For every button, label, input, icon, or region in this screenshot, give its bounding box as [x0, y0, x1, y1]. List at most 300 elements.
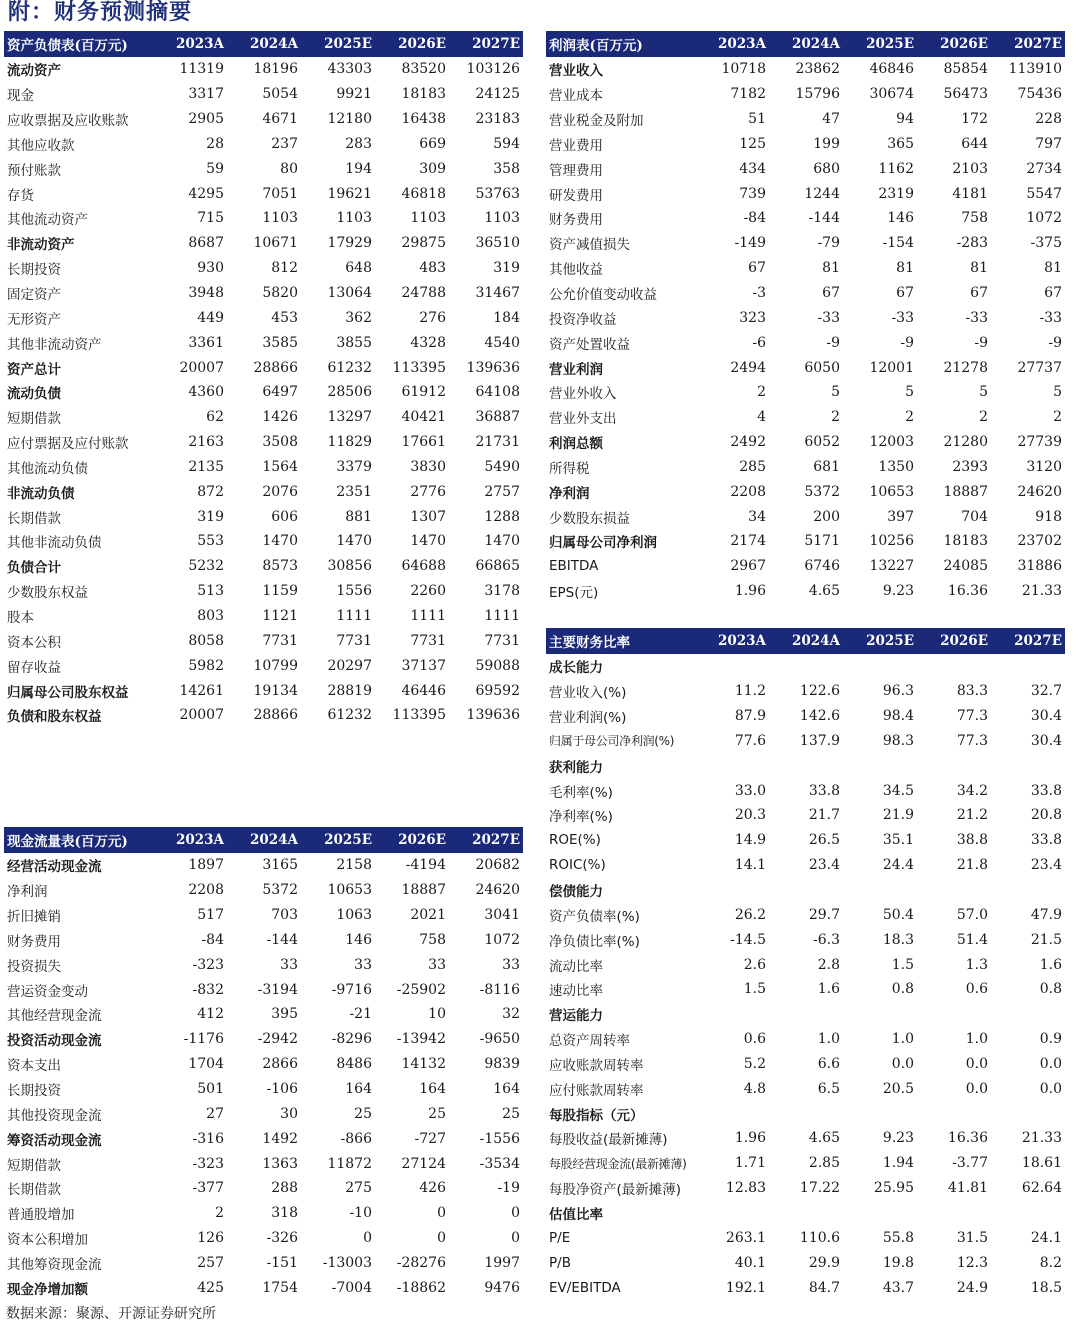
value-cell: 67 — [896, 285, 914, 302]
value-cell: 2208 — [730, 483, 766, 500]
value-cell: 14.1 — [734, 857, 766, 874]
value-cell: 27 — [206, 1105, 224, 1122]
year-header: 2023A — [153, 31, 227, 57]
value-cell: 110.6 — [799, 1229, 840, 1246]
value-cell: 200 — [813, 508, 840, 525]
value-cell: 18196 — [253, 61, 298, 78]
value-cell: 18887 — [943, 483, 988, 500]
value-cell: 199 — [813, 135, 840, 152]
table-row — [546, 455, 1065, 480]
row-label: 投资活动现金流 — [7, 1033, 102, 1050]
value-cell: 33 — [502, 956, 520, 973]
value-cell: 57.0 — [956, 906, 988, 923]
row-label: 净利率(%) — [549, 809, 613, 826]
row-label: 长期借款 — [7, 1182, 61, 1199]
value-cell: 1897 — [188, 857, 224, 874]
row-label: 其他流动负债 — [7, 460, 88, 477]
value-cell — [695, 878, 769, 903]
row-label: 应付账款周转率 — [549, 1082, 644, 1099]
value-cell: 164 — [419, 1081, 446, 1098]
table-row — [4, 355, 523, 380]
value-cell: 8573 — [262, 558, 298, 575]
value-cell: 19134 — [253, 682, 298, 699]
row-label: 营业外收入 — [549, 386, 617, 403]
year-header: 2024A — [769, 31, 843, 57]
row-label: 营业收入(%) — [549, 685, 627, 702]
value-cell: 113910 — [1008, 61, 1062, 78]
value-cell: 4295 — [188, 185, 224, 202]
value-cell: 2967 — [730, 558, 766, 575]
value-cell: 98.4 — [882, 708, 914, 725]
value-cell: 425 — [197, 1279, 224, 1296]
row-label: 应付票据及应付账款 — [7, 436, 129, 453]
value-cell: 16438 — [401, 111, 446, 128]
value-cell: -3 — [752, 285, 766, 302]
value-cell: 1754 — [262, 1279, 298, 1296]
value-cell: 17929 — [327, 235, 372, 252]
page-title: 附：财务预测摘要 — [8, 0, 193, 25]
row-label: 归属母公司股东权益 — [7, 684, 129, 701]
value-cell: 5.2 — [743, 1055, 766, 1072]
value-cell: 283 — [345, 135, 372, 152]
row-label: 存货 — [7, 187, 34, 204]
row-label: 财务费用 — [7, 933, 61, 950]
value-cell — [991, 1201, 1065, 1226]
value-cell: 30.4 — [1030, 708, 1062, 725]
table-row — [546, 679, 1065, 704]
value-cell: 6497 — [262, 384, 298, 401]
value-cell: 2135 — [188, 458, 224, 475]
value-cell: -79 — [817, 235, 840, 252]
value-cell: 0.8 — [1039, 981, 1062, 998]
row-label: 固定资产 — [7, 287, 61, 304]
value-cell: 797 — [1035, 135, 1062, 152]
table-row — [4, 132, 523, 157]
value-cell: 81 — [970, 260, 988, 277]
table-row — [4, 878, 523, 903]
value-cell: 24620 — [1017, 483, 1062, 500]
year-header: 2026E — [917, 628, 991, 654]
value-cell: 6746 — [804, 558, 840, 575]
table-row — [546, 952, 1065, 977]
value-cell: 142.6 — [799, 708, 840, 725]
value-cell: 6052 — [804, 434, 840, 451]
year-header: 2027E — [991, 31, 1065, 57]
value-cell: 10653 — [869, 483, 914, 500]
value-cell: 7731 — [484, 632, 520, 649]
value-cell: 83520 — [401, 61, 446, 78]
year-header: 2024A — [769, 628, 843, 654]
table-row — [4, 330, 523, 355]
value-cell: 14132 — [401, 1056, 446, 1073]
value-cell: 43303 — [327, 61, 372, 78]
row-label: 营业外支出 — [549, 411, 617, 428]
row-label: 资产减值损失 — [549, 237, 630, 254]
table-row — [4, 206, 523, 231]
value-cell: 285 — [739, 458, 766, 475]
value-cell — [769, 1002, 843, 1027]
value-cell: 25 — [354, 1105, 372, 1122]
value-cell — [843, 753, 917, 778]
row-label: 财务费用 — [549, 212, 603, 229]
value-cell: 2905 — [188, 111, 224, 128]
table-row — [4, 1251, 523, 1276]
value-cell: 28506 — [327, 384, 372, 401]
value-cell: 29875 — [401, 235, 446, 252]
value-cell: 4671 — [262, 111, 298, 128]
value-cell: 2076 — [262, 483, 298, 500]
value-cell — [695, 753, 769, 778]
value-cell: -84 — [201, 931, 224, 948]
value-cell — [991, 753, 1065, 778]
value-cell: 594 — [493, 135, 520, 152]
value-cell: 6.5 — [817, 1080, 840, 1097]
value-cell: 77.6 — [734, 732, 766, 749]
value-cell: 0.0 — [965, 1055, 988, 1072]
value-cell: 24788 — [401, 285, 446, 302]
value-cell: -9716 — [331, 981, 372, 998]
table-row — [546, 1201, 1065, 1226]
value-cell: 1470 — [484, 533, 520, 550]
value-cell: 2 — [757, 384, 766, 401]
row-label: 预付账款 — [7, 162, 61, 179]
value-cell: 69592 — [475, 682, 520, 699]
value-cell: -144 — [266, 931, 298, 948]
value-cell: 6.6 — [817, 1055, 840, 1072]
table-row — [546, 977, 1065, 1002]
value-cell: 483 — [419, 260, 446, 277]
row-label: 短期借款 — [7, 411, 61, 428]
value-cell: 30 — [280, 1105, 298, 1122]
table-row — [546, 1225, 1065, 1250]
value-cell: 426 — [419, 1180, 446, 1197]
row-label: 短期借款 — [7, 1157, 61, 1174]
table-row — [546, 256, 1065, 281]
value-cell: 41.81 — [947, 1180, 988, 1197]
value-cell: 28866 — [253, 359, 298, 376]
table-row — [4, 604, 523, 629]
value-cell: 0.6 — [965, 981, 988, 998]
value-cell: -13003 — [322, 1254, 372, 1271]
value-cell: -1556 — [479, 1130, 520, 1147]
value-cell: 5372 — [804, 483, 840, 500]
value-cell: 34.2 — [956, 782, 988, 799]
value-cell: -283 — [956, 235, 988, 252]
table-row — [546, 405, 1065, 430]
table-row — [546, 380, 1065, 405]
value-cell: 37137 — [401, 657, 446, 674]
table-row — [546, 305, 1065, 330]
value-cell: 20.8 — [1030, 807, 1062, 824]
value-cell: 164 — [493, 1081, 520, 1098]
row-label: 管理费用 — [549, 162, 603, 179]
value-cell: -3.77 — [952, 1155, 988, 1172]
value-cell: 644 — [961, 135, 988, 152]
row-label: ROIC(%) — [549, 857, 606, 874]
value-cell: 1072 — [484, 931, 520, 948]
value-cell: -19 — [497, 1180, 520, 1197]
year-header: 2027E — [449, 827, 523, 853]
row-label: 其他经营现金流 — [7, 1008, 102, 1025]
value-cell: 36510 — [475, 235, 520, 252]
value-cell — [917, 1002, 991, 1027]
table-row — [4, 1002, 523, 1027]
row-label: 应收账款周转率 — [549, 1057, 644, 1074]
value-cell: 1111 — [484, 607, 520, 624]
value-cell: 35.1 — [882, 832, 914, 849]
value-cell: 2 — [215, 1205, 224, 1222]
value-cell: 1111 — [410, 607, 446, 624]
value-cell: 1.0 — [965, 1031, 988, 1048]
row-label: 营运能力 — [549, 1008, 603, 1025]
value-cell: 2319 — [878, 185, 914, 202]
row-label: 资产处置收益 — [549, 336, 630, 353]
value-cell: 1470 — [262, 533, 298, 550]
value-cell: 21.7 — [808, 807, 840, 824]
table-header-title: 现金流量表(百万元) — [4, 827, 153, 853]
value-cell: 40421 — [401, 409, 446, 426]
value-cell: -3194 — [257, 981, 298, 998]
table-row — [4, 628, 523, 653]
row-label: 经营活动现金流 — [7, 859, 102, 876]
value-cell: -4194 — [405, 857, 446, 874]
value-cell: -106 — [266, 1081, 298, 1098]
value-cell: 33.0 — [734, 782, 766, 799]
row-label: 折旧摊销 — [7, 909, 61, 926]
value-cell: 319 — [197, 508, 224, 525]
value-cell: -377 — [192, 1180, 224, 1197]
row-label: 速动比率 — [549, 983, 603, 1000]
value-cell: -316 — [192, 1130, 224, 1147]
row-label: 利润总额 — [549, 436, 603, 453]
value-cell: 10718 — [721, 61, 766, 78]
value-cell: 606 — [271, 508, 298, 525]
value-cell: 5820 — [262, 285, 298, 302]
value-cell: 681 — [813, 458, 840, 475]
table-row — [4, 82, 523, 107]
value-cell: 81 — [1044, 260, 1062, 277]
value-cell: 0.6 — [743, 1031, 766, 1048]
value-cell: 47 — [822, 111, 840, 128]
row-label: 非流动负债 — [7, 485, 75, 502]
table-row — [546, 529, 1065, 554]
value-cell: 1.96 — [734, 1130, 766, 1147]
value-cell: 10256 — [869, 533, 914, 550]
table-row — [4, 405, 523, 430]
table-row — [546, 1002, 1065, 1027]
value-cell: 25.95 — [873, 1180, 914, 1197]
table-row — [546, 504, 1065, 529]
value-cell: 23702 — [1017, 533, 1062, 550]
year-header: 2026E — [375, 31, 449, 57]
value-cell: 680 — [813, 160, 840, 177]
value-cell: -28276 — [396, 1254, 446, 1271]
value-cell: -154 — [882, 235, 914, 252]
value-cell: 30856 — [327, 558, 372, 575]
value-cell: 5 — [1053, 384, 1062, 401]
value-cell: 19621 — [327, 185, 372, 202]
value-cell: 33.8 — [1030, 782, 1062, 799]
value-cell: -8116 — [479, 981, 520, 998]
value-cell: 3830 — [410, 458, 446, 475]
value-cell: -323 — [192, 956, 224, 973]
value-cell: 739 — [739, 185, 766, 202]
value-cell: 257 — [197, 1254, 224, 1271]
row-label: 净利润 — [549, 485, 590, 502]
value-cell: 17661 — [401, 434, 446, 451]
table-row — [546, 753, 1065, 778]
table-row — [546, 927, 1065, 952]
value-cell — [769, 1201, 843, 1226]
value-cell: 715 — [197, 210, 224, 227]
row-label: 所得税 — [549, 460, 590, 477]
value-cell: 34.5 — [882, 782, 914, 799]
value-cell: 5171 — [804, 533, 840, 550]
table-row — [4, 903, 523, 928]
row-label: 资产负债率(%) — [549, 908, 640, 925]
value-cell: -33 — [1039, 309, 1062, 326]
value-cell: 803 — [197, 607, 224, 624]
value-cell: 21.8 — [956, 857, 988, 874]
value-cell — [769, 654, 843, 679]
value-cell: 2.8 — [817, 956, 840, 973]
value-cell: 3041 — [484, 907, 520, 924]
value-cell: 1564 — [262, 458, 298, 475]
value-cell: 24620 — [475, 882, 520, 899]
value-cell: 24125 — [475, 86, 520, 103]
value-cell: 172 — [961, 111, 988, 128]
row-label: 资本支出 — [7, 1058, 61, 1075]
value-cell: 362 — [345, 309, 372, 326]
value-cell: 4.65 — [808, 583, 840, 600]
value-cell — [991, 878, 1065, 903]
value-cell — [769, 878, 843, 903]
table-row — [4, 1176, 523, 1201]
table-row — [546, 231, 1065, 256]
value-cell: 3508 — [262, 434, 298, 451]
value-cell: -6.3 — [813, 931, 840, 948]
value-cell: 20.3 — [734, 807, 766, 824]
value-cell: 1470 — [336, 533, 372, 550]
value-cell: -33 — [965, 309, 988, 326]
value-cell — [917, 1201, 991, 1226]
value-cell: 14261 — [179, 682, 224, 699]
value-cell: 64108 — [475, 384, 520, 401]
table-row — [546, 156, 1065, 181]
value-cell: 0.0 — [1039, 1055, 1062, 1072]
value-cell: 395 — [271, 1006, 298, 1023]
row-label: 营业成本 — [549, 88, 603, 105]
value-cell: 33.8 — [1030, 832, 1062, 849]
table-row — [4, 1052, 523, 1077]
table-row — [4, 504, 523, 529]
value-cell: 7182 — [730, 86, 766, 103]
table-row — [546, 902, 1065, 927]
value-cell: 2757 — [484, 483, 520, 500]
row-label: 长期借款 — [7, 510, 61, 527]
value-cell: 1426 — [262, 409, 298, 426]
value-cell — [843, 654, 917, 679]
value-cell: 6050 — [804, 359, 840, 376]
year-header: 2026E — [917, 31, 991, 57]
row-label: 成长能力 — [549, 660, 603, 677]
row-label: 资本公积 — [7, 634, 61, 651]
value-cell: 0 — [437, 1205, 446, 1222]
value-cell: 323 — [739, 309, 766, 326]
table-row — [4, 256, 523, 281]
value-cell: 7731 — [410, 632, 446, 649]
year-header: 2023A — [695, 31, 769, 57]
value-cell: 0.0 — [1039, 1080, 1062, 1097]
value-cell: 33.8 — [808, 782, 840, 799]
table-row — [546, 853, 1065, 878]
value-cell: 16.36 — [947, 1130, 988, 1147]
table-row — [4, 1126, 523, 1151]
value-cell: 81 — [822, 260, 840, 277]
value-cell: -1176 — [183, 1031, 224, 1048]
value-cell: 34 — [748, 508, 766, 525]
row-label: 其他应收款 — [7, 137, 75, 154]
table-row — [546, 729, 1065, 754]
value-cell: 23.4 — [1030, 857, 1062, 874]
row-label: 筹资活动现金流 — [7, 1132, 102, 1149]
table-row — [4, 430, 523, 455]
value-cell: 412 — [197, 1006, 224, 1023]
row-label: 总资产周转率 — [549, 1033, 630, 1050]
row-label: 其他非流动资产 — [7, 336, 102, 353]
value-cell: 1103 — [484, 210, 520, 227]
value-cell: 61912 — [401, 384, 446, 401]
row-label: 流动资产 — [7, 63, 61, 80]
value-cell: 2.6 — [743, 956, 766, 973]
table-row — [4, 281, 523, 306]
value-cell: 19.8 — [882, 1254, 914, 1271]
value-cell: 12180 — [327, 111, 372, 128]
value-cell: 11872 — [327, 1155, 372, 1172]
value-cell: 1103 — [336, 210, 372, 227]
row-label: 少数股东损益 — [549, 510, 630, 527]
value-cell: 51 — [748, 111, 766, 128]
value-cell: 184 — [493, 309, 520, 326]
value-cell: -18862 — [396, 1279, 446, 1296]
value-cell: 94 — [896, 111, 914, 128]
value-cell — [695, 1002, 769, 1027]
value-cell: 21731 — [475, 434, 520, 451]
value-cell: -9 — [826, 334, 840, 351]
value-cell: 2 — [979, 409, 988, 426]
value-cell: 3120 — [1026, 458, 1062, 475]
table-row — [546, 281, 1065, 306]
value-cell: 96.3 — [882, 683, 914, 700]
table-row — [4, 529, 523, 554]
table-row — [4, 928, 523, 953]
table-row — [4, 977, 523, 1002]
value-cell: 122.6 — [799, 683, 840, 700]
value-cell: 2492 — [730, 434, 766, 451]
value-cell: 449 — [197, 309, 224, 326]
value-cell: 18183 — [943, 533, 988, 550]
value-cell: 31467 — [475, 285, 520, 302]
table-header-row — [4, 827, 523, 853]
value-cell: -33 — [817, 309, 840, 326]
row-label: 营运资金变动 — [7, 983, 88, 1000]
value-cell: 0.0 — [965, 1080, 988, 1097]
row-label: 资本公积增加 — [7, 1232, 88, 1249]
value-cell: 2351 — [336, 483, 372, 500]
value-cell: 46446 — [401, 682, 446, 699]
value-cell: 5490 — [484, 458, 520, 475]
table-row — [546, 1101, 1065, 1126]
